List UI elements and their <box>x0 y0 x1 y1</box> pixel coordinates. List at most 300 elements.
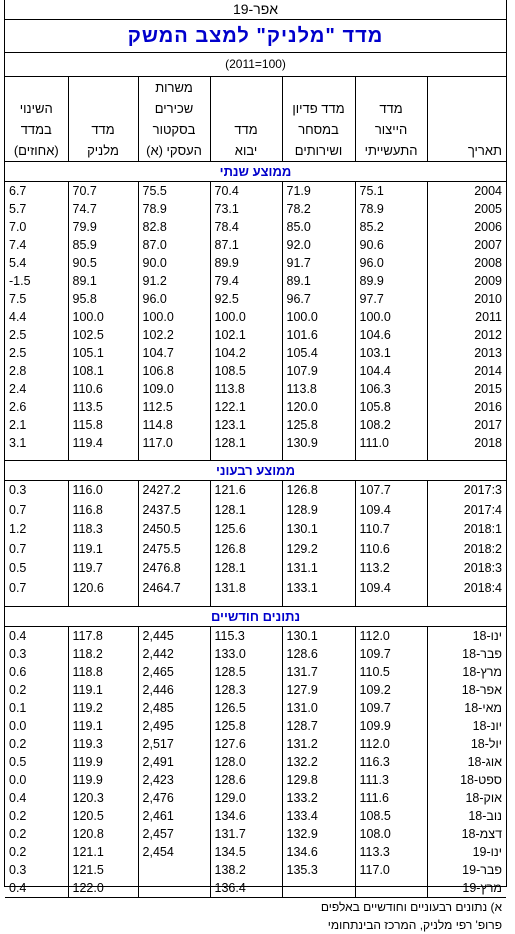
cell-employees: 82.8 <box>138 218 210 236</box>
cell-date: 2016 <box>427 398 506 416</box>
table-row <box>5 559 506 579</box>
footnote-row <box>5 898 506 917</box>
header-row <box>5 140 506 162</box>
cell-change: 7.0 <box>9 220 27 234</box>
table-row <box>5 290 506 308</box>
cell-retail: 128.7 <box>282 717 355 735</box>
cell-melnick: 121.1 <box>68 843 138 861</box>
cell-industry: 85.2 <box>355 218 427 236</box>
cell-melnick: 119.9 <box>68 753 138 771</box>
cell-employees: 2,485 <box>138 699 210 717</box>
cell-industry: 105.8 <box>355 398 427 416</box>
cell-employees: 2450.5 <box>138 520 210 540</box>
section-header <box>5 162 506 182</box>
cell-retail: 131.2 <box>282 735 355 753</box>
cell-melnick: 89.1 <box>68 272 138 290</box>
cell-retail: 125.8 <box>282 416 355 434</box>
cell-retail: 105.4 <box>282 344 355 362</box>
cell-imports: 127.6 <box>210 735 282 753</box>
column-header-employees: העסקי (א) <box>138 140 210 162</box>
cell-melnick: 70.7 <box>68 182 138 201</box>
cell-industry: 109.2 <box>355 681 427 699</box>
cell-date: מרץ-18 <box>427 663 506 681</box>
cell-imports: 123.1 <box>210 416 282 434</box>
cell-employees: 2,491 <box>138 753 210 771</box>
cell-imports: 121.6 <box>210 481 282 501</box>
cell-employees: 2,442 <box>138 645 210 663</box>
cell-melnick: 119.1 <box>68 681 138 699</box>
cell-imports: 92.5 <box>210 290 282 308</box>
cell-industry: 106.3 <box>355 380 427 398</box>
cell-change: 0.5 <box>9 561 27 575</box>
table-row <box>5 879 506 898</box>
column-header-retail: ושירותים <box>282 140 355 162</box>
cell-employees: 91.2 <box>138 272 210 290</box>
cell-retail: 129.8 <box>282 771 355 789</box>
cell-industry: 107.7 <box>355 481 427 501</box>
cell-employees: 2,457 <box>138 825 210 843</box>
cell-date: 2004 <box>427 182 506 201</box>
column-header-imports: יבוא <box>210 140 282 162</box>
cell-date: מאי-18 <box>427 699 506 717</box>
column-header-date: תאריך <box>427 140 506 162</box>
cell-imports: 128.1 <box>210 434 282 452</box>
cell-industry: 108.5 <box>355 807 427 825</box>
table-row <box>5 416 506 434</box>
cell-date: פבר-18 <box>427 645 506 663</box>
cell-imports: 73.1 <box>210 200 282 218</box>
cell-employees: 109.0 <box>138 380 210 398</box>
cell-date: מרץ-19 <box>427 879 506 898</box>
table-row <box>5 753 506 771</box>
cell-employees: 117.0 <box>138 434 210 452</box>
column-header-imports <box>210 77 282 99</box>
cell-melnick: 115.8 <box>68 416 138 434</box>
cell-melnick: 119.3 <box>68 735 138 753</box>
cell-date: אוק-18 <box>427 789 506 807</box>
cell-industry: 78.9 <box>355 200 427 218</box>
cell-date: 2005 <box>427 200 506 218</box>
cell-date: 2018 <box>427 434 506 452</box>
cell-employees: 2,461 <box>138 807 210 825</box>
header-row <box>5 77 506 99</box>
cell-imports: 78.4 <box>210 218 282 236</box>
cell-industry: 117.0 <box>355 861 427 879</box>
table-row <box>5 807 506 825</box>
cell-change: 0.7 <box>9 541 27 556</box>
cell-imports: 87.1 <box>210 236 282 254</box>
cell-imports: 128.6 <box>210 771 282 789</box>
cell-employees: 2,476 <box>138 789 210 807</box>
table-row <box>5 326 506 344</box>
cell-change: 0.2 <box>9 683 27 697</box>
cell-date: 2018:1 <box>427 520 506 540</box>
cell-change: 0.6 <box>9 665 27 679</box>
table-row <box>5 200 506 218</box>
cell-imports: 128.5 <box>210 663 282 681</box>
cell-industry: 109.7 <box>355 645 427 663</box>
cell-change: 0.5 <box>9 755 27 769</box>
table-row <box>5 735 506 753</box>
table-row <box>5 579 506 599</box>
cell-change: 0.3 <box>9 483 27 497</box>
cell-retail: 89.1 <box>282 272 355 290</box>
column-header-industry <box>355 77 427 99</box>
cell-retail: 78.2 <box>282 200 355 218</box>
cell-imports: 108.5 <box>210 362 282 380</box>
cell-change: 0.3 <box>9 863 27 877</box>
cell-date: 2018:3 <box>427 559 506 579</box>
cell-employees: 90.0 <box>138 254 210 272</box>
cell-melnick: 95.8 <box>68 290 138 308</box>
cell-melnick: 122.0 <box>68 879 138 898</box>
cell-imports: 125.6 <box>210 520 282 540</box>
cell-change: 0.3 <box>9 647 27 661</box>
footnote: פרופ' רפי מלניק, המרכז הבינתחומי <box>327 918 503 932</box>
cell-date: אפר-18 <box>427 681 506 699</box>
index-table <box>5 0 506 934</box>
spacer-row <box>5 598 506 607</box>
cell-change: 0.2 <box>9 845 27 859</box>
cell-retail: 133.4 <box>282 807 355 825</box>
cell-date: יול-18 <box>427 735 506 753</box>
column-header-date <box>427 98 506 119</box>
cell-imports: 100.0 <box>210 308 282 326</box>
cell-imports: 138.2 <box>210 861 282 879</box>
cell-industry: 108.2 <box>355 416 427 434</box>
cell-industry: 108.0 <box>355 825 427 843</box>
cell-date: 2015 <box>427 380 506 398</box>
cell-retail: 133.2 <box>282 789 355 807</box>
cell-retail: 127.9 <box>282 681 355 699</box>
table-row <box>5 861 506 879</box>
cell-employees: 2,423 <box>138 771 210 789</box>
column-header-melnick: מדד <box>68 119 138 140</box>
cell-imports: 70.4 <box>210 182 282 201</box>
cell-date: 2014 <box>427 362 506 380</box>
table-row <box>5 627 506 646</box>
cell-date: ספט-18 <box>427 771 506 789</box>
cell-date: 2011 <box>427 308 506 326</box>
cell-retail: 100.0 <box>282 308 355 326</box>
cell-imports: 133.0 <box>210 645 282 663</box>
table-row <box>5 272 506 290</box>
cell-employees: 114.8 <box>138 416 210 434</box>
cell-date: אוג-18 <box>427 753 506 771</box>
cell-imports: 128.0 <box>210 753 282 771</box>
table-row <box>5 218 506 236</box>
cell-change: 0.4 <box>9 791 27 805</box>
cell-industry: 112.0 <box>355 735 427 753</box>
cell-retail: 92.0 <box>282 236 355 254</box>
cell-retail: 96.7 <box>282 290 355 308</box>
table-row <box>5 254 506 272</box>
column-header-date <box>427 77 506 99</box>
cell-retail: 101.6 <box>282 326 355 344</box>
cell-change: 0.2 <box>9 827 27 841</box>
cell-imports: 89.9 <box>210 254 282 272</box>
cell-change: 0.7 <box>9 502 27 517</box>
cell-imports: 134.5 <box>210 843 282 861</box>
base-year-note: (2011=100) <box>5 53 506 77</box>
cell-date: 2018:2 <box>427 540 506 560</box>
cell-retail: 129.2 <box>282 540 355 560</box>
cell-industry: 100.0 <box>355 308 427 326</box>
cell-imports: 102.1 <box>210 326 282 344</box>
cell-industry: 110.6 <box>355 540 427 560</box>
cell-imports: 128.1 <box>210 501 282 521</box>
cell-change: 0.4 <box>9 629 27 643</box>
cell-melnick: 118.8 <box>68 663 138 681</box>
cell-retail: 107.9 <box>282 362 355 380</box>
cell-melnick: 119.2 <box>68 699 138 717</box>
cell-date: פבר-19 <box>427 861 506 879</box>
cell-change: 2.4 <box>9 382 27 396</box>
cell-retail: 131.1 <box>282 559 355 579</box>
cell-change: 0.0 <box>9 773 27 787</box>
cell-change: 2.5 <box>9 328 27 342</box>
cell-imports: 126.8 <box>210 540 282 560</box>
cell-change: 1.2 <box>9 522 27 536</box>
cell-imports: 131.8 <box>210 579 282 599</box>
section-header <box>5 607 506 627</box>
cell-change: 2.5 <box>9 346 27 360</box>
page-title: מדד "מלניק" למצב המשק <box>5 20 506 53</box>
header-row <box>5 119 506 140</box>
cell-industry: 109.9 <box>355 717 427 735</box>
cell-date: 2008 <box>427 254 506 272</box>
cell-imports: 134.6 <box>210 807 282 825</box>
section-title-annual: ממוצע שנתי <box>5 162 506 182</box>
cell-industry: 104.6 <box>355 326 427 344</box>
table-row <box>5 663 506 681</box>
table-row <box>5 843 506 861</box>
cell-imports: 131.7 <box>210 825 282 843</box>
cell-retail: 130.1 <box>282 520 355 540</box>
cell-change: 7.5 <box>9 292 27 306</box>
table-row <box>5 308 506 326</box>
cell-date: 2009 <box>427 272 506 290</box>
cell-industry: 103.1 <box>355 344 427 362</box>
table-row <box>5 434 506 452</box>
table-row <box>5 520 506 540</box>
cell-retail: 128.9 <box>282 501 355 521</box>
section-title-monthly: נתונים חודשיים <box>5 607 506 627</box>
cell-date: 2018:4 <box>427 579 506 599</box>
cell-melnick: 119.4 <box>68 434 138 452</box>
cell-imports: 125.8 <box>210 717 282 735</box>
table-row <box>5 825 506 843</box>
cell-industry: 110.7 <box>355 520 427 540</box>
cell-retail: 113.8 <box>282 380 355 398</box>
cell-retail: 131.7 <box>282 663 355 681</box>
column-header-change: השינוי <box>19 101 53 116</box>
table-row <box>5 236 506 254</box>
cell-retail: 126.8 <box>282 481 355 501</box>
cell-industry <box>355 879 427 898</box>
table-row <box>5 699 506 717</box>
cell-employees <box>138 879 210 898</box>
column-header-employees: משרות <box>138 77 210 99</box>
spacer-row <box>5 452 506 461</box>
table-row <box>5 344 506 362</box>
cell-employees: 2,517 <box>138 735 210 753</box>
cell-change: 2.6 <box>9 400 27 414</box>
cell-retail: 132.2 <box>282 753 355 771</box>
column-header-change: (אחוזים) <box>5 140 68 162</box>
cell-employees: 2475.5 <box>138 540 210 560</box>
cell-retail: 130.1 <box>282 627 355 646</box>
cell-melnick: 119.1 <box>68 540 138 560</box>
cell-date: 2013 <box>427 344 506 362</box>
cell-melnick: 121.5 <box>68 861 138 879</box>
column-header-retail <box>282 77 355 99</box>
cell-melnick: 110.6 <box>68 380 138 398</box>
cell-imports: 122.1 <box>210 398 282 416</box>
cell-employees: 2427.2 <box>138 481 210 501</box>
cell-change: 2.8 <box>9 364 27 378</box>
cell-retail: 132.9 <box>282 825 355 843</box>
column-header-imports: מדד <box>210 119 282 140</box>
column-header-melnick: מלניק <box>68 140 138 162</box>
cell-retail: 135.3 <box>282 861 355 879</box>
cell-melnick: 102.5 <box>68 326 138 344</box>
cell-date: ינו-19 <box>427 843 506 861</box>
cell-employees: 106.8 <box>138 362 210 380</box>
cell-date: 2012 <box>427 326 506 344</box>
cell-employees: 2476.8 <box>138 559 210 579</box>
cell-imports: 113.8 <box>210 380 282 398</box>
cell-melnick: 105.1 <box>68 344 138 362</box>
cell-industry: 112.0 <box>355 627 427 646</box>
table-row <box>5 362 506 380</box>
cell-change: -1.5 <box>9 274 31 288</box>
cell-melnick: 90.5 <box>68 254 138 272</box>
cell-industry: 104.4 <box>355 362 427 380</box>
cell-change: 6.7 <box>9 184 27 198</box>
table-row <box>5 398 506 416</box>
column-header-industry: מדד <box>355 98 427 119</box>
cell-industry: 113.3 <box>355 843 427 861</box>
cell-industry: 113.2 <box>355 559 427 579</box>
cell-change: 0.1 <box>9 701 27 715</box>
cell-retail: 133.1 <box>282 579 355 599</box>
cell-retail: 130.9 <box>282 434 355 452</box>
cell-industry: 97.7 <box>355 290 427 308</box>
cell-industry: 109.4 <box>355 501 427 521</box>
cell-imports: 128.1 <box>210 559 282 579</box>
column-header-melnick <box>68 98 138 119</box>
cell-date: 2017 <box>427 416 506 434</box>
column-header-change <box>5 77 68 99</box>
cell-employees: 112.5 <box>138 398 210 416</box>
column-header-imports <box>210 98 282 119</box>
cell-imports: 79.4 <box>210 272 282 290</box>
cell-employees: 2,454 <box>138 843 210 861</box>
cell-melnick: 120.3 <box>68 789 138 807</box>
cell-employees: 2,446 <box>138 681 210 699</box>
cell-change: 0.0 <box>9 719 27 733</box>
cell-employees: 102.2 <box>138 326 210 344</box>
cell-imports: 104.2 <box>210 344 282 362</box>
cell-retail: 134.6 <box>282 843 355 861</box>
table-row <box>5 717 506 735</box>
cell-date: נוב-18 <box>427 807 506 825</box>
cell-employees: 104.7 <box>138 344 210 362</box>
cell-date: 2010 <box>427 290 506 308</box>
column-header-employees: שכירים <box>138 98 210 119</box>
cell-melnick: 119.1 <box>68 717 138 735</box>
report-month: אפר-19 <box>232 1 279 17</box>
section-title-quarterly: ממוצע רבעוני <box>5 461 506 481</box>
cell-imports: 126.5 <box>210 699 282 717</box>
column-header-industry: הייצור <box>355 119 427 140</box>
table-row <box>5 182 506 201</box>
table-row <box>5 481 506 501</box>
section-header <box>5 461 506 481</box>
cell-melnick: 100.0 <box>68 308 138 326</box>
cell-employees: 2,465 <box>138 663 210 681</box>
cell-melnick: 120.5 <box>68 807 138 825</box>
cell-industry: 111.6 <box>355 789 427 807</box>
cell-melnick: 74.7 <box>68 200 138 218</box>
header-row <box>5 98 506 119</box>
cell-industry: 109.4 <box>355 579 427 599</box>
table-row <box>5 501 506 521</box>
table-row <box>5 771 506 789</box>
cell-melnick: 116.0 <box>68 481 138 501</box>
cell-employees: 2437.5 <box>138 501 210 521</box>
cell-change: 7.4 <box>9 238 27 252</box>
cell-melnick: 119.7 <box>68 559 138 579</box>
footnote: א) נתונים רבעוניים וחודשיים באלפים <box>5 898 506 917</box>
cell-imports: 129.0 <box>210 789 282 807</box>
cell-melnick: 118.2 <box>68 645 138 663</box>
cell-change: 3.1 <box>9 436 27 450</box>
cell-change: 5.4 <box>9 256 27 270</box>
cell-employees: 96.0 <box>138 290 210 308</box>
column-header-change: במדד <box>20 122 52 137</box>
cell-retail: 120.0 <box>282 398 355 416</box>
melnick-index-sheet <box>4 0 507 932</box>
cell-retail: 71.9 <box>282 182 355 201</box>
cell-change: 5.7 <box>9 202 27 216</box>
cell-imports: 128.3 <box>210 681 282 699</box>
cell-retail: 91.7 <box>282 254 355 272</box>
cell-imports: 115.3 <box>210 627 282 646</box>
cell-melnick: 118.3 <box>68 520 138 540</box>
cell-date: 2007 <box>427 236 506 254</box>
cell-date: דצמ-18 <box>427 825 506 843</box>
cell-melnick: 85.9 <box>68 236 138 254</box>
table-row <box>5 380 506 398</box>
cell-employees: 2,495 <box>138 717 210 735</box>
column-header-date <box>427 119 506 140</box>
footnote-row <box>5 916 506 934</box>
cell-retail: 131.0 <box>282 699 355 717</box>
cell-employees: 75.5 <box>138 182 210 201</box>
cell-change: 0.2 <box>9 809 27 823</box>
cell-date: ינו-18 <box>427 627 506 646</box>
cell-employees: 2464.7 <box>138 579 210 599</box>
cell-industry: 110.5 <box>355 663 427 681</box>
cell-employees: 78.9 <box>138 200 210 218</box>
cell-change: 0.7 <box>9 580 27 595</box>
cell-industry: 111.3 <box>355 771 427 789</box>
cell-melnick: 120.8 <box>68 825 138 843</box>
cell-employees: 87.0 <box>138 236 210 254</box>
table-row <box>5 540 506 560</box>
